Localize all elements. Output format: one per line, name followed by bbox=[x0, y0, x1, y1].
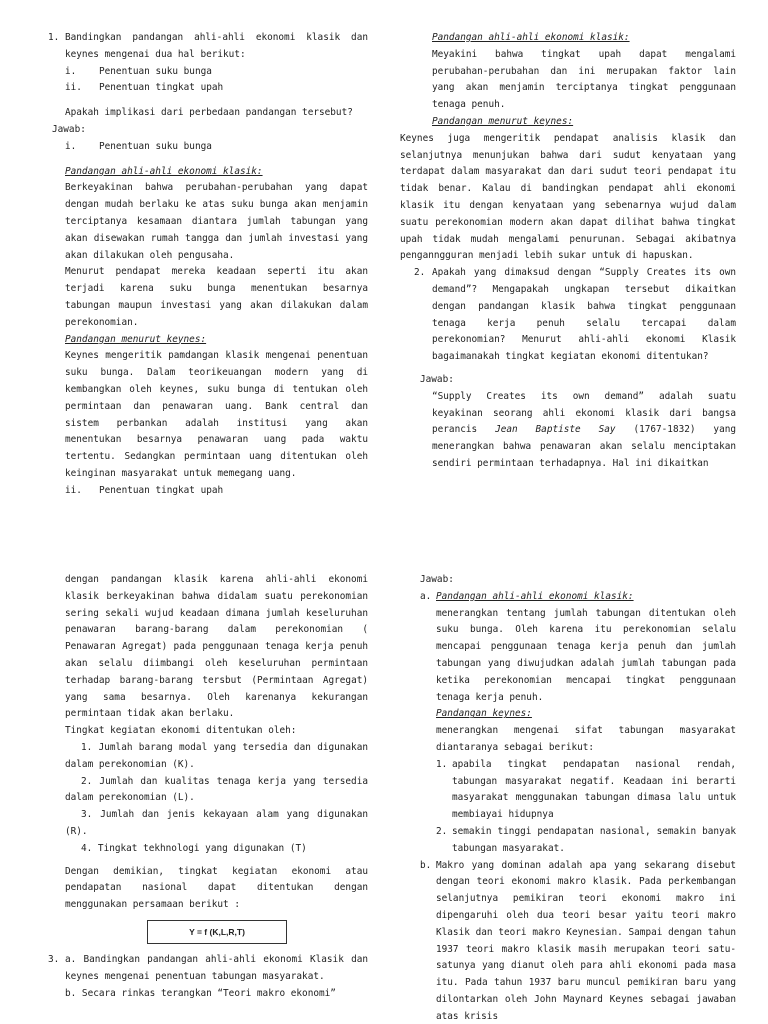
question-1-implication: Apakah implikasi dari perbedaan pandangan tersebut? bbox=[65, 107, 353, 119]
question-1-text: Bandingkan pandangan ahli-ahli ekonomi klasik dan keynes mengenai dua hal berikut: bbox=[65, 32, 368, 60]
say-law-answer bbox=[432, 389, 736, 473]
question-3a: a. Bandingkan pandangan ahli-ahli ekonomi Klasik dan keynes mengenai penentuan tabungan masyarakat. bbox=[65, 953, 368, 982]
question-2-text: Apakah yang dimaksud dengan “Supply Creates its own demand”? Mengapakah ungkapan tersebut dikaitkan dengan pandangan klasik bahwa tingkat penggunaan tenaga kerja penuh selalu tercapai dalam perekonomian? Menurut ahli-ahli ekonomi Klasik bagaimanakah tingkat kegiatan ekonomi ditentukan? bbox=[432, 267, 736, 363]
macro-theory-text: Makro yang dominan adalah apa yang sekarang disebut dengan teori ekonomi makro klasik. Pada perkembangan selanjutnya pemikiran teori ekonomi makro ini dipengaruhi oleh dua teori besar yaitu teori makro Klasik dan teori makro Keynesian. Sampai dengan tahun 1937 teori makro klasik masih merupakan teori satu-satunya yang dianut oleh para ahli ekonomi pada masa itu. Pada tahun 1937 baru muncul pemikiran baru yang dilontarkan oleh John Maynard Keynes sebagai jawaban atas krisis bbox=[436, 859, 736, 1022]
question-3-number: 3. bbox=[48, 953, 60, 965]
item-number: i. bbox=[65, 65, 77, 77]
page2-left-column bbox=[48, 572, 368, 1002]
page2-right-column bbox=[420, 572, 736, 1024]
answer-sub-ii bbox=[65, 483, 368, 500]
answer-3b bbox=[420, 858, 736, 1024]
answer-3b-letter: b. bbox=[420, 859, 432, 871]
item-number: 2. bbox=[436, 825, 448, 837]
continuation-paragraph: dengan pandangan klasik karena ahli-ahli ekonomi klasik berkeyakinan bahwa didalam suatu perekonomian sering sekali wujud keadaan dimana jumlah keseluruhan penawaran barang-barang dalam perekonomian ( Penawaran Agregat) pada penggunaan tenaga kerja penuh akan selalu diimbangi oleh keseluruhan permintaan terhadap barang-barang tersbut (Permintaan Agregat) yang sama besarnya. Oleh karenanya kekurangan permintaan tidak akan berlaku. bbox=[65, 574, 368, 720]
question-2-number: 2. bbox=[414, 267, 426, 279]
factor-4: 4. Tingkat tekhnologi yang digunakan (T) bbox=[81, 842, 307, 854]
item-text: Penentuan tingkat upah bbox=[99, 82, 224, 94]
answer-1-body bbox=[65, 164, 368, 483]
item-number: ii. bbox=[65, 82, 82, 94]
item-number: i. bbox=[65, 140, 77, 152]
item-text: Penentuan tingkat upah bbox=[99, 484, 224, 496]
keynes-heading: Pandangan keynes: bbox=[436, 708, 532, 720]
keynes-paragraph: Keynes mengeritik pamdangan klasik mengenai penentuan suku bunga. Dalam teorikeuangan modern yang di kembangkan oleh keynes, suku bunga di tentukan oleh permintaan dan penawaran uang. Bank central dan sistem perbankan adalah institusi yang akan menentukan besarnya penawaran uang pada waktu tertentu. Sedangkan permintaan uang ditentukan oleh keinginan masyarakat untuk memegang uang. bbox=[65, 350, 368, 479]
keynes-item-1 bbox=[436, 757, 736, 824]
klasik-heading: Pandangan ahli-ahli ekonomi klasik: bbox=[436, 590, 634, 602]
answer-sub-i bbox=[65, 139, 368, 156]
factors-intro: Tingkat kegiatan ekonomi ditentukan oleh: bbox=[65, 725, 297, 737]
question-3 bbox=[48, 952, 368, 1002]
item-text: apabila tingkat pendapatan nasional rendah, tabungan masyarakat negatif. Keadaan ini berarti masyarakat menggunakan tabungan dimasa lalu untuk membiayai hidupnya bbox=[452, 758, 736, 821]
keynes-heading: Pandangan menurut keynes: bbox=[432, 115, 574, 127]
item-text: Penentuan suku bunga bbox=[99, 65, 212, 77]
klasik-paragraph-1: Berkeyakinan bahwa perubahan-perubahan yang dapat dengan mudah berlaku ke atas suku bunga akan menjamin terciptanya kesamaan diantara jumlah tabungan yang akan disewakan rumah tangga dan jumlah investasi yang akan dilakukan oleh pengusaha. bbox=[65, 182, 368, 261]
jawab-label: Jawab: bbox=[52, 123, 86, 135]
say-law-text-cont: (1767-1832) yang menerangkan bahwa penawaran akan selalu menciptakan sendiri permintaan terhadapnya. Hal ini dikaitkan bbox=[432, 424, 736, 469]
conclusion-paragraph: Dengan demikian, tingkat kegiatan ekonomi atau pendapatan nasional dapat ditentukan dengan menggunakan persamaan berikut : bbox=[65, 865, 368, 911]
klasik-saving-text: menerangkan tentang jumlah tabungan ditentukan oleh suku bunga. Oleh karena itu perekonomian selalu mencapai penggunaan tenaga kerja penuh dan jumlah tabungan yang diwujudkan adalah jumlah tabungan pada ketika perekonomian mencapai tingkat penggunaan tenaga kerja penuh. bbox=[436, 607, 736, 703]
page1-left-column bbox=[48, 30, 368, 500]
question-1 bbox=[48, 30, 368, 64]
item-number: ii. bbox=[65, 484, 82, 496]
question-3b: b. Secara rinkas terangkan “Teori makro ekonomi” bbox=[65, 987, 336, 999]
question-1-item-ii bbox=[65, 80, 368, 97]
wage-klasik-block bbox=[432, 30, 736, 131]
klasik-paragraph-2: Menurut pendapat mereka keadaan seperti itu akan terjadi karena suku bunga menentukan besarnya tabungan maupun investasi yang akan dilakukan dalam perekonomian. bbox=[65, 266, 368, 328]
klasik-heading: Pandangan ahli-ahli ekonomi klasik: bbox=[65, 165, 263, 177]
item-text: semakin tinggi pendapatan nasional, semakin banyak tabungan masyarakat. bbox=[452, 825, 736, 854]
document-page-2 bbox=[0, 520, 768, 1024]
question-2 bbox=[414, 265, 736, 366]
klasik-heading: Pandangan ahli-ahli ekonomi klasik: bbox=[432, 32, 630, 43]
question-1-number: 1. bbox=[48, 32, 60, 43]
item-text: Penentuan suku bunga bbox=[99, 140, 212, 152]
say-law-continuation bbox=[65, 572, 368, 944]
factor-2: 2. Jumlah dan kualitas tenaga kerja yang tersedia dalam perekonomian (L). bbox=[65, 775, 368, 804]
keynes-item-2 bbox=[436, 824, 736, 858]
say-name: Jean Baptiste Say bbox=[495, 424, 616, 436]
say-law-text: “Supply Creates its own demand” adalah suatu keyakinan seorang ahli ekonomi klasik dari bangsa perancis bbox=[432, 390, 736, 436]
answer-3a bbox=[420, 589, 736, 858]
answer-3a-letter: a. bbox=[420, 590, 432, 602]
factor-3: 3. Jumlah dan jenis kekayaan alam yang digunakan (R). bbox=[65, 809, 368, 837]
factor-1: 1. Jumlah barang modal yang tersedia dan digunakan dalam perekonomian (K). bbox=[65, 741, 368, 770]
item-number: 1. bbox=[436, 758, 448, 770]
question-1-item-i bbox=[65, 64, 368, 81]
jawab-label: Jawab: bbox=[420, 373, 454, 385]
keynes-wage-paragraph: Keynes juga mengeritik pendapat analisis klasik dan selanjutnya menunjukan bahwa dari sudut kenyataan yang terdapat dalam masyarakat dan dari sudut teori pendapat itu tidak benar. Kalau di bandingkan pendapat ahli ekonomi klasik itu dengan kenyataan yang sebenarnya wujud dalam suatu perekonomian modern akan dapat dilihat bahwa tingkat upah tidak mudah mengalami penurunan. Sebagai akibatnya penganngguran menjadi lebih sukar untuk di hapuskan. bbox=[400, 132, 736, 262]
keynes-saving-text: menerangkan mengenai sifat tabungan masyarakat diantaranya sebagai berikut: bbox=[436, 725, 736, 753]
keynes-heading: Pandangan menurut keynes: bbox=[65, 333, 207, 345]
klasik-paragraph: Meyakini bahwa tingkat upah dapat mengalami perubahan-perubahan dan ini merupakan faktor lain yang akan menjamin terciptanya tingkat penggunaan tenaga penuh. bbox=[432, 48, 736, 111]
jawab-label: Jawab: bbox=[420, 574, 454, 585]
formula-box: Y = f (K,L,R,T) bbox=[147, 920, 287, 944]
page1-right-column bbox=[400, 30, 736, 473]
